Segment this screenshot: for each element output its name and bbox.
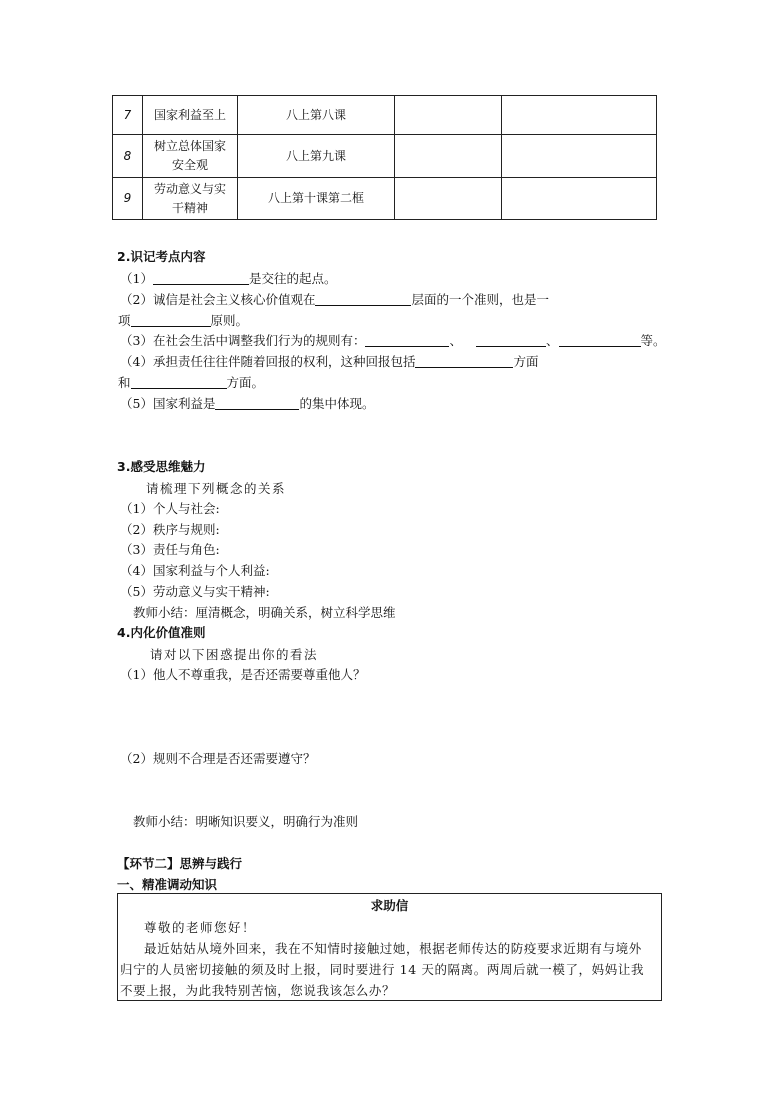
- list-item: （4）国家利益与个人利益:: [120, 563, 270, 578]
- answer-blank[interactable]: [559, 332, 641, 347]
- item-text: 是交往的起点。: [248, 271, 337, 286]
- list-item: （1）个人与社会:: [120, 501, 220, 516]
- item-text: 诚信是社会主义核心价值观在: [152, 292, 316, 307]
- answer-blank[interactable]: [365, 332, 449, 347]
- row-topic: [143, 96, 238, 135]
- item-text: 方面。: [226, 375, 265, 390]
- item-text: 和: [118, 375, 131, 390]
- answer-blank[interactable]: [131, 374, 227, 389]
- section4-intro: 请对以下困惑提出你的看法: [150, 647, 319, 662]
- topic-line: 树立总体国家: [153, 139, 226, 153]
- topic-line: 国家利益至上: [153, 107, 226, 122]
- separator: 、: [449, 333, 462, 348]
- answer-blank[interactable]: [131, 312, 211, 327]
- fill-item-2-cont: [118, 311, 248, 329]
- section2-title: 2.识记考点内容: [117, 249, 206, 264]
- row-lesson: 八上第九课: [238, 135, 395, 178]
- answer-blank[interactable]: [215, 395, 299, 410]
- row-empty-cell: [395, 135, 502, 178]
- item-text: 方面: [513, 354, 539, 369]
- topic-line: 干精神: [171, 200, 208, 215]
- question-2: （2）规则不合理是否还需要遵守？: [120, 751, 316, 766]
- fill-item-5: [120, 394, 374, 412]
- section3-title: 3.感受思维魅力: [117, 459, 206, 474]
- section3-summary: 教师小结：厘清概念，明确关系，树立科学思维: [133, 605, 396, 620]
- answer-blank[interactable]: [153, 270, 249, 285]
- row-number: 7: [113, 96, 143, 135]
- letter-box: [117, 893, 662, 1001]
- list-item: （2）秩序与规则:: [120, 522, 220, 537]
- topic-line: 安全观: [171, 158, 208, 172]
- row-empty-cell: [502, 96, 657, 135]
- row-number: 9: [113, 178, 143, 220]
- answer-blank[interactable]: [476, 332, 546, 347]
- question-1: （1）他人不尊重我，是否还需要尊重他人？: [120, 667, 366, 682]
- row-number: 8: [113, 135, 143, 178]
- table-row: [113, 135, 657, 178]
- item-number: （2）: [120, 292, 153, 307]
- item-text: 承担责任往往伴随着回报的权利，这种回报包括: [152, 354, 416, 369]
- item-text: 在社会生活中调整我们行为的规则有：: [152, 333, 366, 348]
- row-lesson: 八上第十课第二框: [238, 178, 395, 220]
- fill-item-4: [120, 352, 538, 370]
- item-text: 等。: [640, 333, 666, 348]
- fill-item-1: [120, 269, 336, 287]
- letter-greeting: 尊敬的老师您好！: [144, 920, 257, 935]
- letter-title: 求助信: [370, 898, 409, 913]
- item-text: 的集中体现。: [299, 396, 375, 411]
- topic-line: 劳动意义与实: [153, 181, 226, 196]
- row-empty-cell: [502, 135, 657, 178]
- item-text: 层面的一个准则，也是一: [411, 292, 549, 307]
- table-row: [113, 96, 657, 135]
- letter-line: 最近姑姑从境外回来，我在不知情时接触过她，根据老师传达的防疫要求近期有与境外: [144, 941, 642, 956]
- row-topic: [143, 135, 238, 178]
- item-number: （4）: [120, 354, 153, 369]
- stage2-title: 【环节二】思辨与践行: [117, 856, 243, 871]
- separator: 、: [545, 333, 559, 348]
- item-text: 项: [118, 313, 131, 328]
- answer-blank[interactable]: [315, 291, 411, 306]
- item-number: （3）: [120, 333, 153, 348]
- list-item: （5）劳动意义与实干精神:: [120, 584, 270, 599]
- letter-line: 不要上报，为此我特别苦恼，您说我该怎么办？: [120, 983, 396, 998]
- answer-blank[interactable]: [415, 353, 513, 368]
- section3-intro: 请梳理下列概念的关系: [146, 481, 287, 496]
- row-empty-cell: [502, 178, 657, 220]
- row-lesson: 八上第八课: [238, 96, 395, 135]
- section4-title: 4.内化价值准则: [117, 625, 206, 640]
- table-row: [113, 178, 657, 220]
- row-empty-cell: [395, 96, 502, 135]
- item-number: （1）: [120, 271, 153, 286]
- row-empty-cell: [395, 178, 502, 220]
- letter-line: 归宁的人员密切接触的须及时上报，同时要进行 14 天的隔离。两周后就一模了，妈妈让我: [120, 962, 645, 977]
- item-text: 国家利益是: [152, 396, 216, 411]
- stage2-subtitle: 一、精准调动知识: [117, 877, 218, 892]
- list-item: （3）责任与角色:: [120, 542, 220, 557]
- item-number: （5）: [120, 396, 153, 411]
- lesson-table: [112, 95, 657, 220]
- fill-item-2: [120, 290, 549, 308]
- fill-item-3: [120, 331, 666, 349]
- fill-item-4-cont: [118, 373, 264, 391]
- item-text: 原则。: [210, 313, 249, 328]
- section4-summary: 教师小结：明晰知识要义，明确行为准则: [133, 814, 359, 829]
- row-topic: [143, 178, 238, 220]
